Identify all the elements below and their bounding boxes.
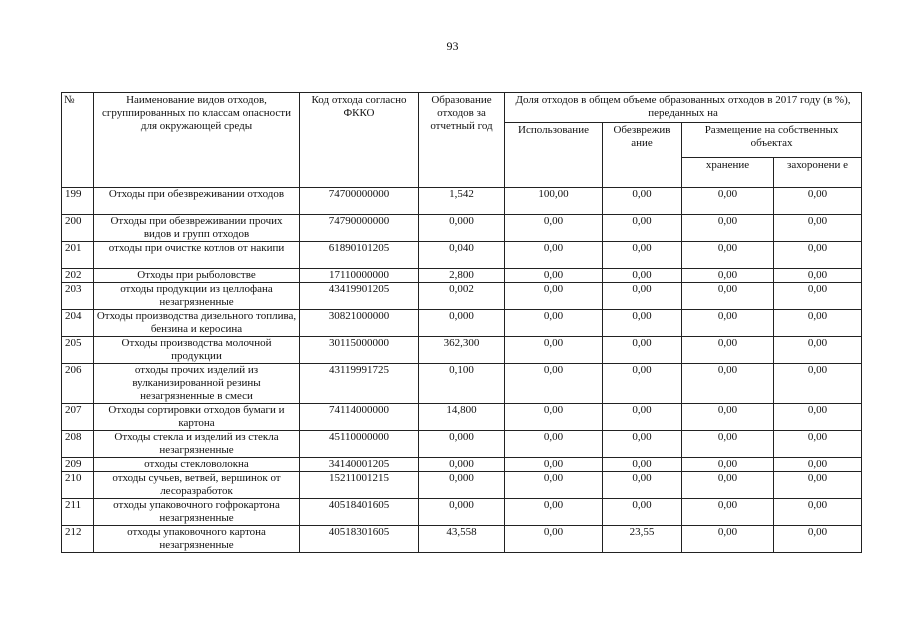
table-row <box>62 526 862 553</box>
header-num: № <box>62 93 94 188</box>
cell-name: Отходы стекла и изделий из стекла незагрязненные <box>94 431 300 458</box>
cell-neutral: 0,00 <box>603 242 682 269</box>
cell-use: 0,00 <box>505 242 603 269</box>
cell-num: 200 <box>62 215 94 242</box>
cell-neutral: 0,00 <box>603 188 682 215</box>
cell-neutral: 0,00 <box>603 499 682 526</box>
header-code: Код отхода согласно ФККО <box>300 93 419 188</box>
cell-num: 209 <box>62 458 94 472</box>
cell-name: Отходы при обезвреживании отходов <box>94 188 300 215</box>
cell-burial: 0,00 <box>774 215 862 242</box>
cell-num: 204 <box>62 310 94 337</box>
cell-storage: 0,00 <box>682 242 774 269</box>
page-number: 93 <box>446 39 459 53</box>
cell-use: 0,00 <box>505 364 603 404</box>
cell-name: отходы продукции из целлофана незагрязненные <box>94 283 300 310</box>
cell-code: 34140001205 <box>300 458 419 472</box>
cell-formed: 1,542 <box>419 188 505 215</box>
cell-num: 202 <box>62 269 94 283</box>
table-row <box>62 431 862 458</box>
cell-storage: 0,00 <box>682 404 774 431</box>
cell-formed: 0,000 <box>419 458 505 472</box>
cell-formed: 0,040 <box>419 242 505 269</box>
header-use: Использование <box>505 123 603 188</box>
cell-burial: 0,00 <box>774 242 862 269</box>
cell-use: 0,00 <box>505 269 603 283</box>
cell-name: отходы стекловолокна <box>94 458 300 472</box>
cell-formed: 0,000 <box>419 472 505 499</box>
cell-name: Отходы при рыболовстве <box>94 269 300 283</box>
cell-storage: 0,00 <box>682 269 774 283</box>
cell-neutral: 0,00 <box>603 364 682 404</box>
cell-name: отходы упаковочного гофрокартона незагрязненные <box>94 499 300 526</box>
cell-burial: 0,00 <box>774 283 862 310</box>
cell-code: 40518301605 <box>300 526 419 553</box>
table-row <box>62 499 862 526</box>
cell-formed: 0,002 <box>419 283 505 310</box>
cell-name: отходы прочих изделий из вулканизированной резины незагрязненные в смеси <box>94 364 300 404</box>
cell-code: 43119991725 <box>300 364 419 404</box>
cell-neutral: 0,00 <box>603 283 682 310</box>
cell-storage: 0,00 <box>682 310 774 337</box>
cell-formed: 0,000 <box>419 499 505 526</box>
cell-neutral: 0,00 <box>603 458 682 472</box>
cell-use: 0,00 <box>505 458 603 472</box>
cell-formed: 2,800 <box>419 269 505 283</box>
cell-formed: 0,000 <box>419 215 505 242</box>
cell-neutral: 23,55 <box>603 526 682 553</box>
cell-neutral: 0,00 <box>603 337 682 364</box>
cell-num: 203 <box>62 283 94 310</box>
table-body <box>62 188 862 553</box>
cell-storage: 0,00 <box>682 431 774 458</box>
cell-name: Отходы сортировки отходов бумаги и картона <box>94 404 300 431</box>
cell-burial: 0,00 <box>774 188 862 215</box>
cell-use: 0,00 <box>505 472 603 499</box>
cell-storage: 0,00 <box>682 283 774 310</box>
table-row <box>62 337 862 364</box>
cell-neutral: 0,00 <box>603 215 682 242</box>
cell-burial: 0,00 <box>774 526 862 553</box>
cell-code: 74790000000 <box>300 215 419 242</box>
cell-name: Отходы производства молочной продукции <box>94 337 300 364</box>
table-row <box>62 458 862 472</box>
table-header <box>62 93 862 188</box>
header-formed: Образование отходов за отчетный год <box>419 93 505 188</box>
cell-storage: 0,00 <box>682 499 774 526</box>
cell-burial: 0,00 <box>774 499 862 526</box>
cell-neutral: 0,00 <box>603 269 682 283</box>
table-row <box>62 404 862 431</box>
cell-neutral: 0,00 <box>603 310 682 337</box>
cell-burial: 0,00 <box>774 364 862 404</box>
waste-table <box>61 92 862 553</box>
cell-name: отходы при очистке котлов от накипи <box>94 242 300 269</box>
table-row <box>62 242 862 269</box>
cell-code: 74114000000 <box>300 404 419 431</box>
cell-burial: 0,00 <box>774 458 862 472</box>
cell-num: 206 <box>62 364 94 404</box>
cell-num: 199 <box>62 188 94 215</box>
cell-code: 61890101205 <box>300 242 419 269</box>
cell-code: 40518401605 <box>300 499 419 526</box>
cell-num: 211 <box>62 499 94 526</box>
cell-storage: 0,00 <box>682 526 774 553</box>
cell-burial: 0,00 <box>774 337 862 364</box>
cell-code: 17110000000 <box>300 269 419 283</box>
cell-formed: 0,000 <box>419 310 505 337</box>
table-row <box>62 269 862 283</box>
cell-num: 208 <box>62 431 94 458</box>
cell-formed: 0,100 <box>419 364 505 404</box>
cell-storage: 0,00 <box>682 364 774 404</box>
cell-num: 210 <box>62 472 94 499</box>
cell-use: 0,00 <box>505 431 603 458</box>
header-share: Доля отходов в общем объеме образованных отходов в 2017 году (в %), переданных на <box>505 93 862 123</box>
cell-formed: 14,800 <box>419 404 505 431</box>
cell-code: 45110000000 <box>300 431 419 458</box>
cell-use: 0,00 <box>505 215 603 242</box>
header-storage: хранение <box>682 158 774 188</box>
cell-use: 0,00 <box>505 337 603 364</box>
cell-code: 30821000000 <box>300 310 419 337</box>
cell-neutral: 0,00 <box>603 472 682 499</box>
cell-formed: 0,000 <box>419 431 505 458</box>
header-burial: захоронени е <box>774 158 862 188</box>
cell-num: 207 <box>62 404 94 431</box>
cell-burial: 0,00 <box>774 310 862 337</box>
cell-storage: 0,00 <box>682 458 774 472</box>
cell-use: 0,00 <box>505 310 603 337</box>
cell-use: 0,00 <box>505 526 603 553</box>
cell-burial: 0,00 <box>774 269 862 283</box>
header-neutral: Обезврежив ание <box>603 123 682 188</box>
cell-code: 74700000000 <box>300 188 419 215</box>
cell-neutral: 0,00 <box>603 404 682 431</box>
cell-num: 205 <box>62 337 94 364</box>
table-row <box>62 310 862 337</box>
cell-formed: 43,558 <box>419 526 505 553</box>
cell-formed: 362,300 <box>419 337 505 364</box>
cell-use: 0,00 <box>505 404 603 431</box>
header-name: Наименование видов отходов, сгруппированных по классам опасности для окружающей среды <box>94 93 300 188</box>
cell-storage: 0,00 <box>682 337 774 364</box>
cell-storage: 0,00 <box>682 215 774 242</box>
cell-use: 0,00 <box>505 499 603 526</box>
table-row <box>62 215 862 242</box>
cell-code: 43419901205 <box>300 283 419 310</box>
cell-neutral: 0,00 <box>603 431 682 458</box>
header-placement: Размещение на собственных объектах <box>682 123 862 158</box>
cell-use: 0,00 <box>505 283 603 310</box>
cell-burial: 0,00 <box>774 472 862 499</box>
table-row <box>62 364 862 404</box>
cell-num: 201 <box>62 242 94 269</box>
cell-use: 100,00 <box>505 188 603 215</box>
table-row <box>62 188 862 215</box>
cell-name: Отходы при обезвреживании прочих видов и групп отходов <box>94 215 300 242</box>
table-row <box>62 472 862 499</box>
cell-storage: 0,00 <box>682 472 774 499</box>
cell-code: 15211001215 <box>300 472 419 499</box>
table-row <box>62 283 862 310</box>
cell-num: 212 <box>62 526 94 553</box>
cell-storage: 0,00 <box>682 188 774 215</box>
cell-name: отходы сучьев, ветвей, вершинок от лесоразработок <box>94 472 300 499</box>
cell-name: отходы упаковочного картона незагрязненные <box>94 526 300 553</box>
cell-code: 30115000000 <box>300 337 419 364</box>
cell-burial: 0,00 <box>774 431 862 458</box>
cell-burial: 0,00 <box>774 404 862 431</box>
cell-name: Отходы производства дизельного топлива, бензина и керосина <box>94 310 300 337</box>
